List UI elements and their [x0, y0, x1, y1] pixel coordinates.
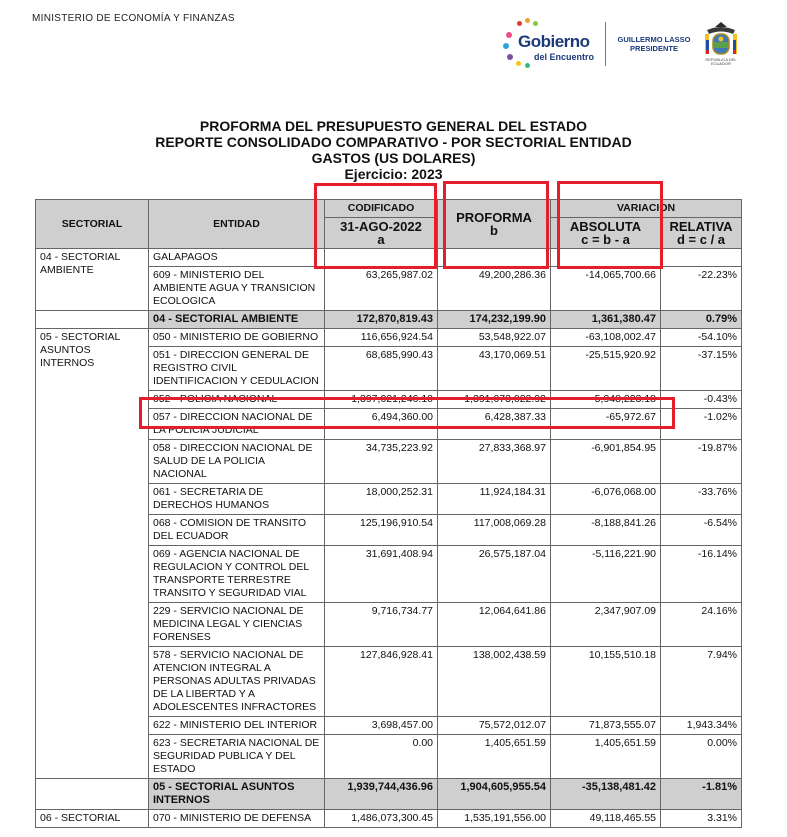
logo-subtitle: del Encuentro — [534, 52, 595, 62]
highlight-policia-row — [139, 397, 675, 429]
col-codificado-sub: a — [377, 232, 385, 247]
entity-name: 622 - MINISTERIO DEL INTERIOR — [149, 717, 325, 735]
relativa-value: -22.23% — [661, 267, 742, 311]
relativa-value: -1.02% — [661, 409, 742, 440]
highlight-codificado — [314, 183, 437, 269]
relativa-value: -0.43% — [661, 391, 742, 409]
relativa-value: -19.87% — [661, 440, 742, 484]
table-row — [36, 810, 742, 828]
codificado-value: 31,691,408.94 — [325, 546, 438, 603]
sector-cell-empty — [36, 311, 149, 329]
total-relativa: 0.79% — [661, 311, 742, 329]
total-relativa: -1.81% — [661, 779, 742, 810]
entity-name: 050 - MINISTERIO DE GOBIERNO — [149, 329, 325, 347]
codificado-value: 3,698,457.00 — [325, 717, 438, 735]
absoluta-value: -5,116,221.90 — [551, 546, 661, 603]
president-label — [614, 35, 694, 53]
president-name: GUILLERMO LASSO — [617, 35, 691, 44]
col-relativa — [661, 218, 742, 249]
absoluta-value: -5,948,223.18 — [551, 391, 661, 409]
relativa-value: -16.14% — [661, 546, 742, 603]
total-label: 04 - SECTORIAL AMBIENTE — [149, 311, 325, 329]
col-relativa-label: RELATIVA — [669, 219, 733, 234]
sector-total-row — [36, 779, 742, 810]
ministry-name: MINISTERIO DE ECONOMÍA Y FINANZAS — [32, 13, 235, 24]
proforma-value: 138,002,438.59 — [438, 647, 551, 717]
entity-name: 069 - AGENCIA NACIONAL DE REGULACION Y CONTROL DEL TRANSPORTE TERRESTRE TRANSITO Y SEGURIDAD VIAL — [149, 546, 325, 603]
highlight-absoluta — [557, 181, 663, 269]
relativa-value: 24.16% — [661, 603, 742, 647]
table-row — [36, 329, 742, 347]
codificado-value: 0.00 — [325, 735, 438, 779]
logo-separator — [605, 22, 606, 66]
proforma-value: 6,428,387.33 — [438, 409, 551, 440]
relativa-value: 3.31% — [661, 810, 742, 828]
sector-total-row — [36, 311, 742, 329]
shield-caption: REPUBLICA DEL ECUADOR — [705, 57, 737, 66]
title-line-3: GASTOS (US DOLARES) — [311, 150, 476, 166]
relativa-value: 7.94% — [661, 647, 742, 717]
absoluta-value: 1,405,651.59 — [551, 735, 661, 779]
absoluta-value: 10,155,510.18 — [551, 647, 661, 717]
entity-name: 057 - DIRECCION NACIONAL DE LA POLICIA JUDICIAL — [149, 409, 325, 440]
total-proforma: 174,232,199.90 — [438, 311, 551, 329]
absoluta-value: -65,972.67 — [551, 409, 661, 440]
proforma-value: 75,572,012.07 — [438, 717, 551, 735]
proforma-value: 1,391,073,022.92 — [438, 391, 551, 409]
sector-name: 04 - SECTORIAL AMBIENTE — [36, 249, 149, 311]
sector-name: 05 - SECTORIAL ASUNTOS INTERNOS — [36, 329, 149, 779]
sector-cell-empty — [36, 779, 149, 810]
title-line-4: Ejercicio: 2023 — [344, 166, 443, 182]
budget-table — [35, 199, 742, 828]
entity-name: 051 - DIRECCION GENERAL DE REGISTRO CIVIL IDENTIFICACION Y CEDULACION — [149, 347, 325, 391]
total-codificado: 1,939,744,436.96 — [325, 779, 438, 810]
relativa-value: -37.15% — [661, 347, 742, 391]
president-title: PRESIDENTE — [630, 44, 678, 53]
proforma-value: 117,008,069.28 — [438, 515, 551, 546]
col-codificado-date-label: 31-AGO-2022 — [340, 219, 422, 234]
codificado-value: 63,265,987.02 — [325, 267, 438, 311]
entity-name: 578 - SERVICIO NACIONAL DE ATENCION INTEGRAL A PERSONAS ADULTAS PRIVADAS DE LA LIBERTAD Y A ADOLESCENTES INFRACTORES — [149, 647, 325, 717]
col-relativa-sub: d = c / a — [676, 232, 726, 247]
entity-name: 070 - MINISTERIO DE DEFENSA — [149, 810, 325, 828]
highlight-proforma — [443, 181, 549, 269]
codificado-value: 9,716,734.77 — [325, 603, 438, 647]
col-codificado: CODIFICADO — [325, 200, 438, 218]
col-proforma-sub: b — [490, 223, 498, 238]
total-proforma: 1,904,605,955.54 — [438, 779, 551, 810]
codificado-value: 18,000,252.31 — [325, 484, 438, 515]
entity-name: 068 - COMISION DE TRANSITO DEL ECUADOR — [149, 515, 325, 546]
proforma-value: 1,535,191,556.00 — [438, 810, 551, 828]
total-absoluta: 1,361,380.47 — [551, 311, 661, 329]
relativa-value: -54.10% — [661, 329, 742, 347]
proforma-value: 1,405,651.59 — [438, 735, 551, 779]
absoluta-value: -14,065,700.66 — [551, 267, 661, 311]
absoluta-value: 49,118,465.55 — [551, 810, 661, 828]
total-absoluta: -35,138,481.42 — [551, 779, 661, 810]
col-absoluta-label: ABSOLUTA — [569, 219, 642, 234]
absoluta-value: -8,188,841.26 — [551, 515, 661, 546]
relativa-value: 0.00% — [661, 735, 742, 779]
proforma-value: 27,833,368.97 — [438, 440, 551, 484]
col-entidad: ENTIDAD — [149, 200, 325, 249]
codificado-value: 1,397,021,246.10 — [325, 391, 438, 409]
sector-name: 06 - SECTORIAL — [36, 810, 149, 828]
entity-name: GALAPAGOS — [149, 249, 325, 267]
relativa-value: 1,943.34% — [661, 717, 742, 735]
relativa-value — [661, 249, 742, 267]
proforma-value: 11,924,184.31 — [438, 484, 551, 515]
total-codificado: 172,870,819.43 — [325, 311, 438, 329]
proforma-value: 49,200,286.36 — [438, 267, 551, 311]
absoluta-value: 2,347,907.09 — [551, 603, 661, 647]
relativa-value: -33.76% — [661, 484, 742, 515]
codificado-value: 68,685,990.43 — [325, 347, 438, 391]
col-variacion: VARIACION — [551, 200, 742, 218]
proforma-value: 43,170,069.51 — [438, 347, 551, 391]
absoluta-value: -63,108,002.47 — [551, 329, 661, 347]
codificado-value: 127,846,928.41 — [325, 647, 438, 717]
sector-asuntos-internos — [36, 329, 742, 779]
col-proforma-label: PROFORMA — [456, 210, 532, 225]
codificado-value: 6,494,360.00 — [325, 409, 438, 440]
title-line-1: PROFORMA DEL PRESUPUESTO GENERAL DEL ESTADO — [199, 118, 588, 134]
codificado-value: 1,486,073,300.45 — [325, 810, 438, 828]
proforma-value: 12,064,641.86 — [438, 603, 551, 647]
report-titles — [0, 118, 787, 182]
absoluta-value: -6,076,068.00 — [551, 484, 661, 515]
entity-name: 061 - SECRETARIA DE DERECHOS HUMANOS — [149, 484, 325, 515]
absoluta-value: -25,515,920.92 — [551, 347, 661, 391]
col-sectorial: SECTORIAL — [36, 200, 149, 249]
relativa-value: -6.54% — [661, 515, 742, 546]
title-line-2: REPORTE CONSOLIDADO COMPARATIVO - POR SECTORIAL ENTIDAD — [155, 134, 632, 150]
entity-name: 229 - SERVICIO NACIONAL DE MEDICINA LEGAL Y CIENCIAS FORENSES — [149, 603, 325, 647]
gobierno-logo — [503, 18, 603, 70]
entity-name: 058 - DIRECCION NACIONAL DE SALUD DE LA POLICIA NACIONAL — [149, 440, 325, 484]
col-absoluta-sub: c = b - a — [581, 232, 630, 247]
proforma-value: 53,548,922.07 — [438, 329, 551, 347]
codificado-value: 34,735,223.92 — [325, 440, 438, 484]
entity-name: 623 - SECRETARIA NACIONAL DE SEGURIDAD PUBLICA Y DEL ESTADO — [149, 735, 325, 779]
codificado-value: 116,656,924.54 — [325, 329, 438, 347]
logo-word: Gobierno — [518, 32, 590, 51]
proforma-value: 26,575,187.04 — [438, 546, 551, 603]
total-label: 05 - SECTORIAL ASUNTOS INTERNOS — [149, 779, 325, 810]
entity-name: 609 - MINISTERIO DEL AMBIENTE AGUA Y TRANSICION ECOLOGICA — [149, 267, 325, 311]
codificado-value: 125,196,910.54 — [325, 515, 438, 546]
absoluta-value: 71,873,555.07 — [551, 717, 661, 735]
entity-name: 052 - POLICIA NACIONAL — [149, 391, 325, 409]
absoluta-value: -6,901,854.95 — [551, 440, 661, 484]
